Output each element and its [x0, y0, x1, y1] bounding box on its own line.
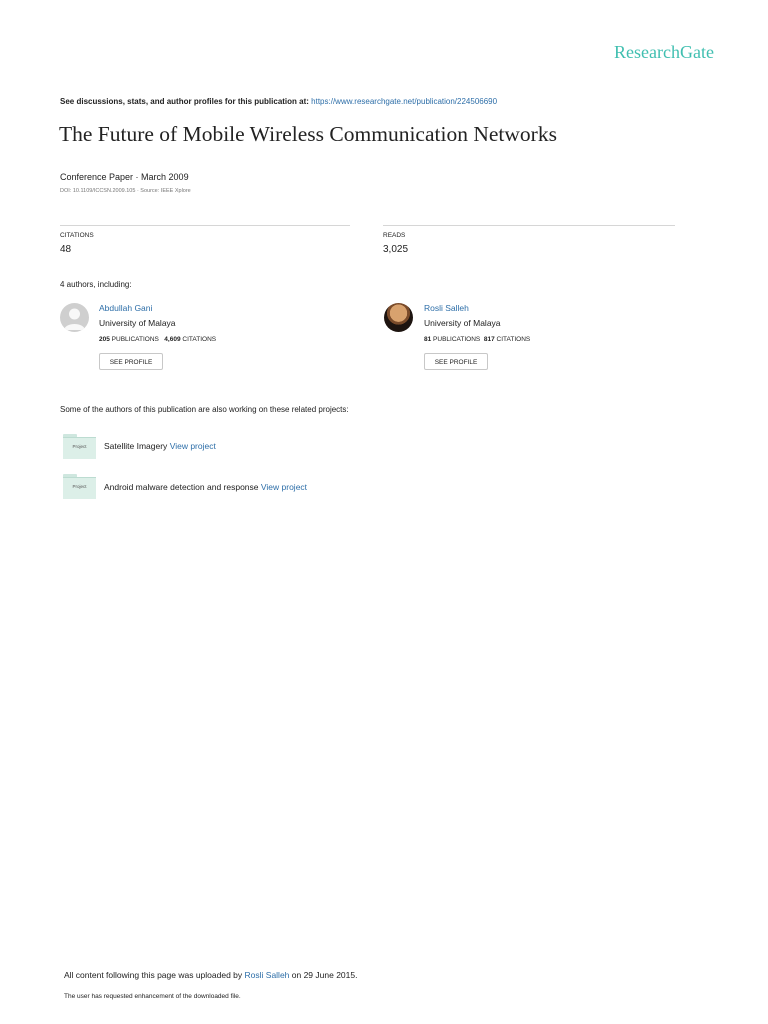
person-icon: [60, 303, 89, 332]
project-name: Satellite Imagery: [104, 441, 168, 451]
author-citations-count: 817: [483, 336, 495, 343]
reads-label: READS: [383, 232, 406, 239]
uploader-link[interactable]: Rosli Salleh: [244, 970, 290, 980]
author-publications-label: PUBLICATIONS: [433, 336, 481, 343]
author-name-link[interactable]: Abdullah Gani: [99, 303, 153, 313]
authors-heading: 4 authors, including:: [60, 280, 132, 289]
author-stats: [99, 336, 216, 343]
author-publications-count: 205: [99, 336, 110, 343]
author-stats: [424, 336, 530, 343]
author-name-link[interactable]: Rosli Salleh: [424, 303, 469, 313]
citations-value: 48: [60, 244, 72, 255]
paper-title: The Future of Mobile Wireless Communication Networks: [59, 122, 557, 146]
view-project-link[interactable]: View project: [260, 482, 308, 492]
project-folder-icon: [63, 474, 96, 498]
project-item: [104, 441, 216, 451]
citations-label: CITATIONS: [60, 232, 94, 239]
author-citations-count: 4,609: [164, 336, 181, 343]
see-profile-button[interactable]: SEE PROFILE: [99, 353, 163, 370]
author-publications-label: PUBLICATIONS: [111, 336, 159, 343]
author-publications-count: 81: [424, 336, 432, 343]
related-projects-heading: Some of the authors of this publication are also working on these related projects:: [60, 405, 349, 414]
project-item: [104, 482, 307, 492]
author-affiliation: University of Malaya: [99, 318, 176, 328]
researchgate-logo[interactable]: ResearchGate: [614, 42, 714, 62]
publication-url-link[interactable]: https://www.researchgate.net/publication/224506690: [311, 97, 498, 106]
citations-divider: [60, 225, 350, 226]
folder-label: Project: [72, 444, 87, 449]
author-citations-label: CITATIONS: [496, 336, 531, 343]
paper-type-date: Conference Paper · March 2009: [60, 172, 189, 182]
enhancement-note: The user has requested enhancement of the downloaded file.: [64, 993, 241, 1000]
folder-label: Project: [72, 484, 87, 489]
view-project-link[interactable]: View project: [169, 441, 216, 451]
author-citations-label: CITATIONS: [182, 336, 217, 343]
reads-value: 3,025: [383, 244, 409, 255]
author-photo-avatar[interactable]: [384, 303, 413, 332]
author-avatar-default-icon[interactable]: [60, 303, 89, 332]
project-folder-icon: [63, 434, 96, 458]
discussion-text: See discussions, stats, and author profiles for this publication at:: [60, 97, 312, 106]
paper-doi-source: DOI: 10.1109/ICCSN.2009.105 · Source: IEEE Xplore: [60, 188, 191, 194]
upload-prefix: All content following this page was uploaded by: [64, 970, 245, 980]
reads-divider: [383, 225, 675, 226]
project-name: Android malware detection and response: [104, 482, 259, 492]
author-affiliation: University of Malaya: [424, 318, 501, 328]
upload-notice: [64, 970, 357, 980]
discussion-notice: [60, 97, 497, 106]
upload-suffix: on 29 June 2015.: [289, 970, 358, 980]
see-profile-button[interactable]: SEE PROFILE: [424, 353, 488, 370]
